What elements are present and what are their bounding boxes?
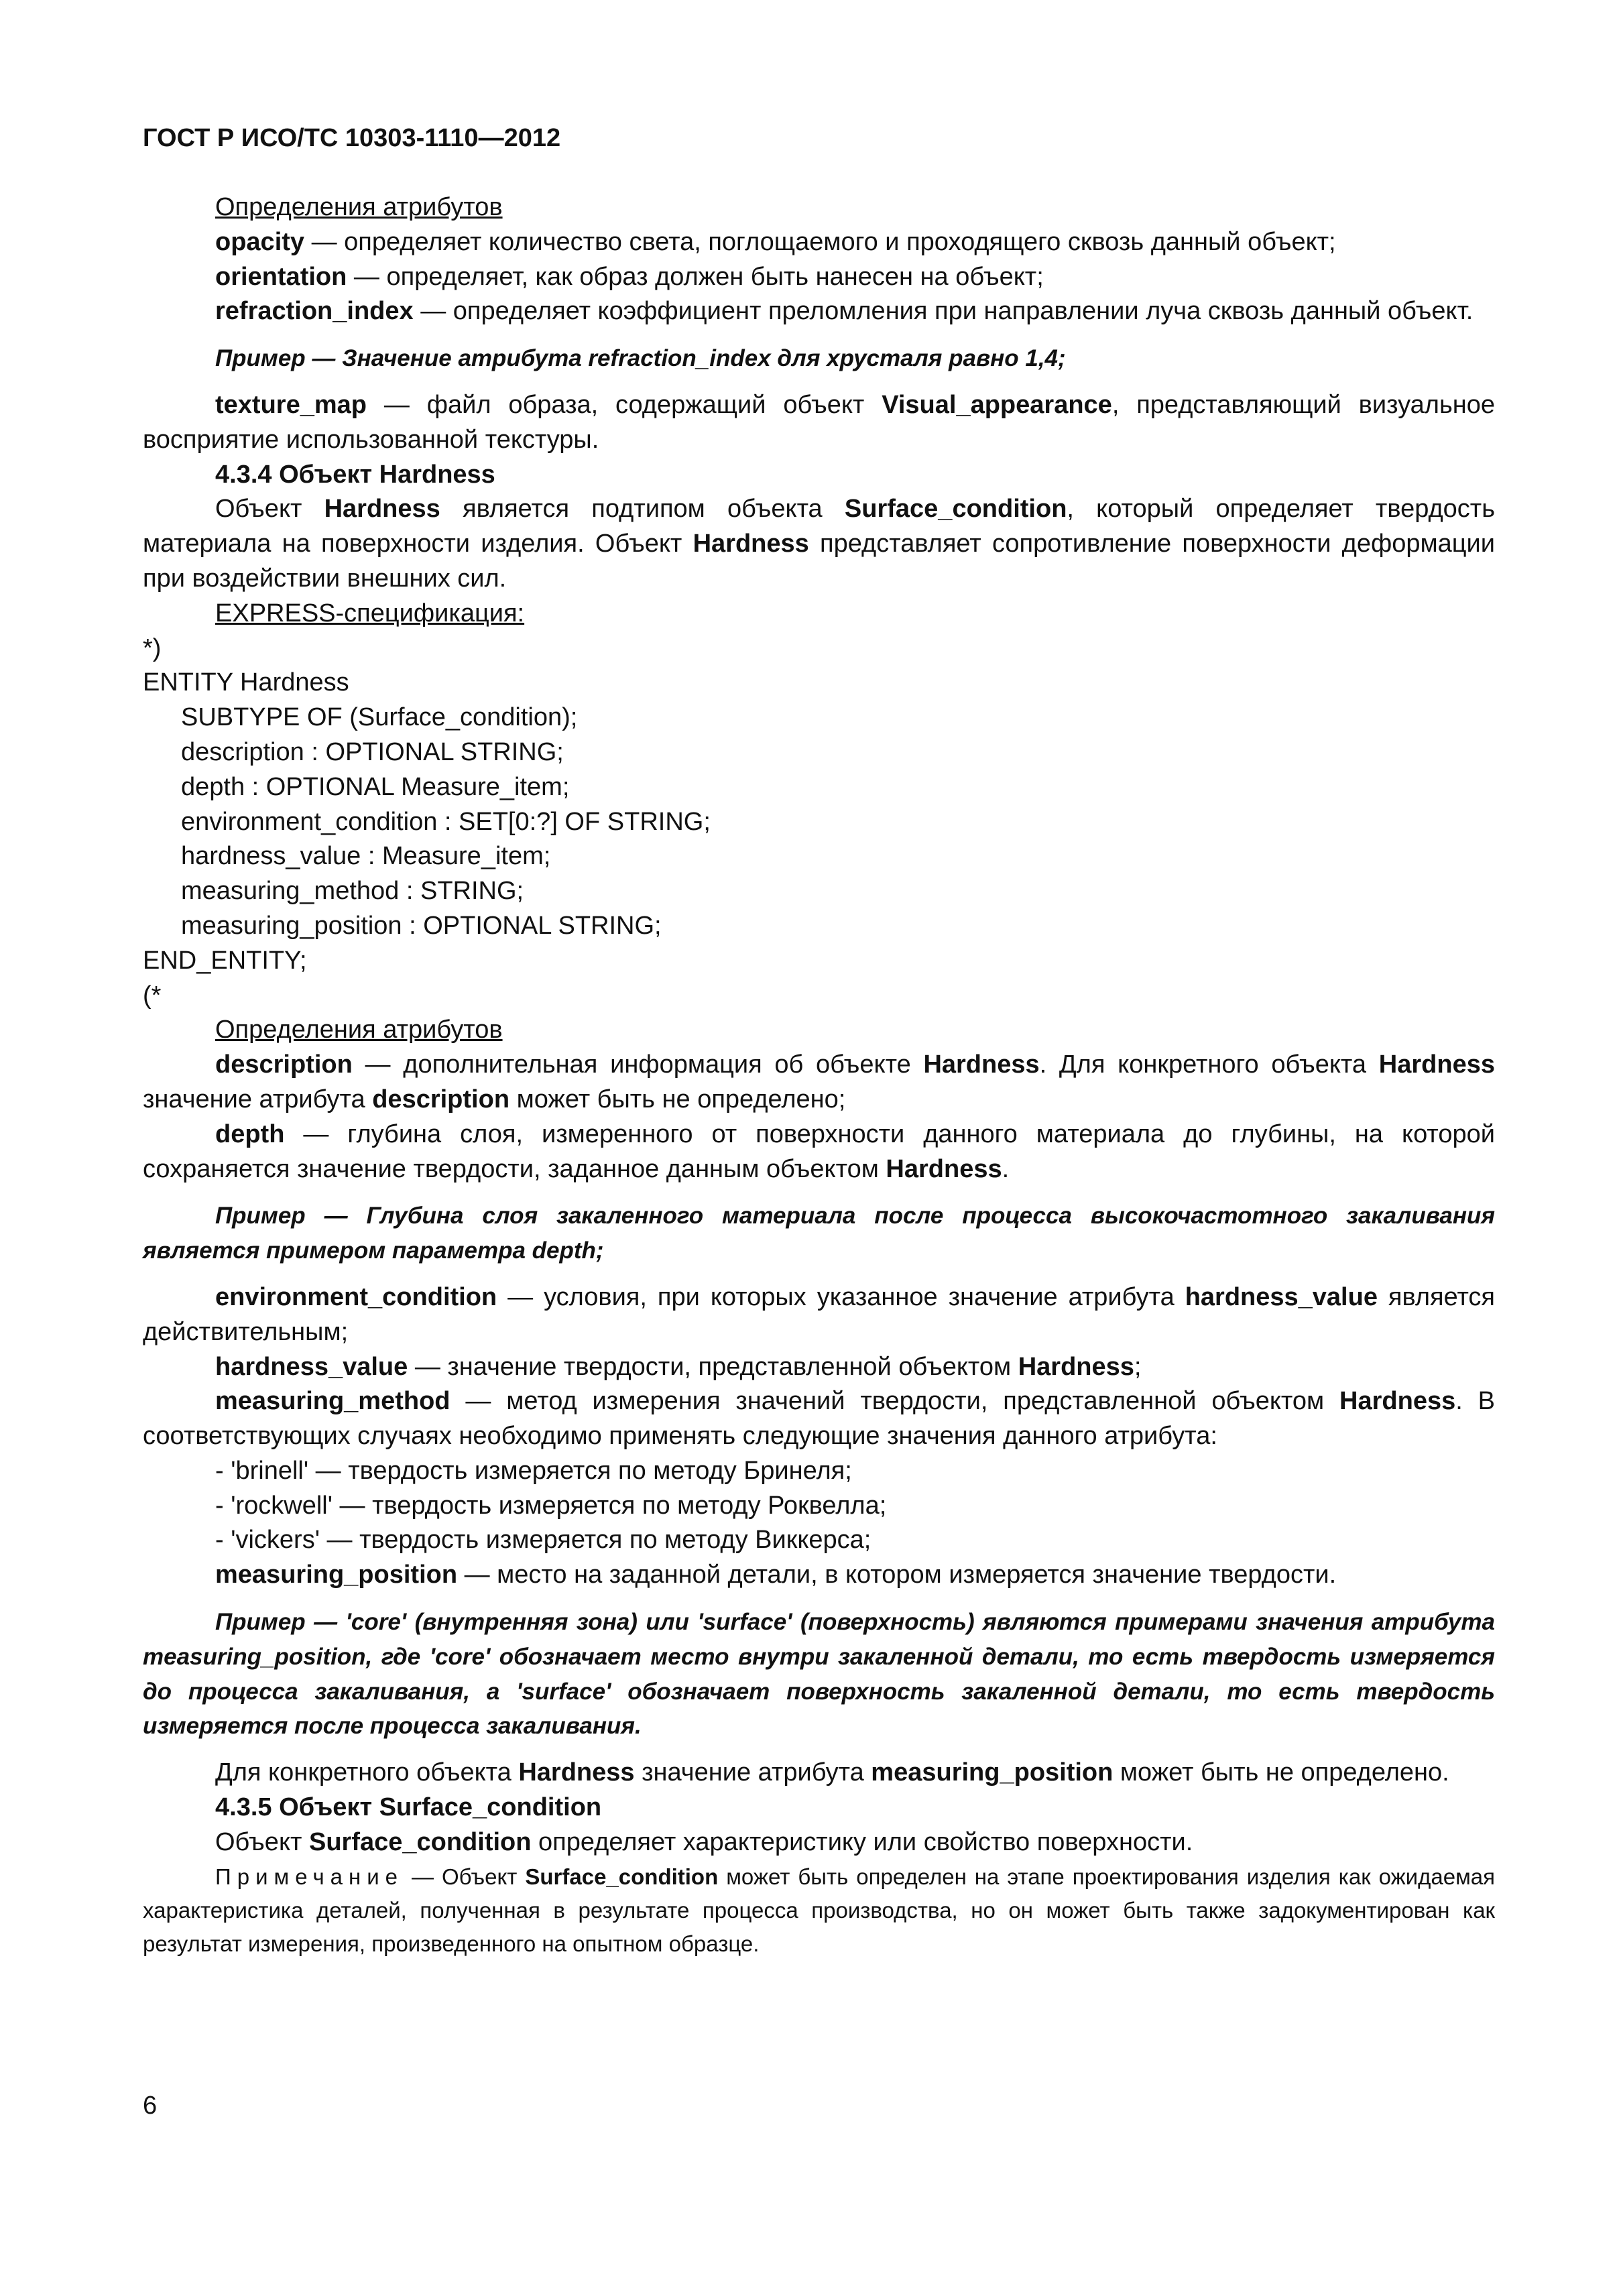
code-line: description : OPTIONAL STRING;	[181, 737, 564, 766]
hardness-value-definition: hardness_value — значение твердости, представленной объектом Hardness;	[215, 1352, 1142, 1381]
hardness-description: Объект Hardness является подтипом объекта Surface_condition, который определяет твердость материала на поверхности изделия. Объект Hardness представляет сопротивление поверхности деформации при воздействии внешних сил.	[143, 495, 1495, 593]
orientation-definition: orientation — определяет, как образ должен быть нанесен на объект;	[215, 262, 1044, 291]
measuring-position-definition: measuring_position — место на заданной детали, в котором измеряется значение твердости.	[215, 1561, 1337, 1589]
code-comment-open: *)	[143, 633, 162, 662]
example-measuring-position: Пример — 'core' (внутренняя зона) или 'surface' (поверхность) являются примерами значения атрибута measuring_position, где 'core' обозначает место внутри закаленной детали, то есть твердость измеряется до процесса закаливания, а 'surface' обозначает поверхность закаленной детали, то есть твердость измеряется после процесса закаливания.	[143, 1609, 1495, 1740]
document-header: ГОСТ Р ИСО/ТС 10303-1110—2012	[143, 124, 561, 152]
page-number: 6	[143, 2092, 158, 2120]
list-item: - 'rockwell' — твердость измеряется по методу Роквелла;	[215, 1491, 887, 1520]
depth-definition: depth — глубина слоя, измеренного от поверхности данного материала до глубины, на которой сохраняется значение твердости, заданное данным объектом Hardness.	[143, 1120, 1495, 1183]
surface-condition-description: Объект Surface_condition определяет характеристику или свойство поверхности.	[215, 1827, 1193, 1856]
code-line: environment_condition : SET[0:?] OF STRING;	[181, 807, 711, 836]
code-line: SUBTYPE OF (Surface_condition);	[181, 703, 578, 732]
document-page	[143, 121, 1495, 1961]
express-spec-label: EXPRESS-спецификация:	[215, 599, 525, 627]
measuring-position-undefined-note: Для конкретного объекта Hardness значение атрибута measuring_position может быть не определено.	[215, 1758, 1449, 1787]
environment-condition-definition: environment_condition — условия, при которых указанное значение атрибута hardness_value является действительным;	[143, 1282, 1495, 1346]
refraction-index-definition: refraction_index — определяет коэффициент преломления при направлении луча сквозь данный объект.	[215, 297, 1474, 326]
section-heading-4-3-5: 4.3.5 Объект Surface_condition	[215, 1793, 602, 1822]
opacity-definition: opacity — определяет количество света, поглощаемого и проходящего сквозь данный объект;	[215, 227, 1336, 256]
attribute-definitions-label: Определения атрибутов	[215, 193, 503, 221]
texture-map-definition: texture_map — файл образа, содержащий объект Visual_appearance, представляющий визуальное восприятие использованной текстуры.	[143, 390, 1495, 454]
list-item: - 'brinell' — твердость измеряется по методу Бринеля;	[215, 1456, 852, 1485]
example-depth: Пример — Глубина слоя закаленного материала после процесса высокочастотного закаливания является примером параметра depth;	[143, 1203, 1495, 1264]
code-line: measuring_method : STRING;	[181, 877, 524, 906]
express-code-block	[143, 631, 1495, 1014]
code-entity: ENTITY Hardness	[143, 668, 349, 697]
section-heading-4-3-4: 4.3.4 Объект Hardness	[215, 460, 495, 489]
example-refraction-index: Пример — Значение атрибута refraction_index для хрусталя равно 1,4;	[215, 345, 1066, 372]
description-definition: description — дополнительная информация об объекте Hardness. Для конкретного объекта Hardness значение атрибута description может быть не определено;	[143, 1050, 1495, 1113]
code-line: depth : OPTIONAL Measure_item;	[181, 772, 570, 801]
code-end-entity: END_ENTITY;	[143, 946, 307, 975]
surface-condition-note: Примечание — Объект Surface_condition может быть определен на этапе проектирования изделия как ожидаемая характеристика деталей, полученная в результате процесса производства, но он может быть также задокументирован как результат измерения, произведенного на опытном образце.	[143, 1864, 1495, 1956]
code-line: measuring_position : OPTIONAL STRING;	[181, 911, 662, 940]
code-line: hardness_value : Measure_item;	[181, 842, 551, 871]
list-item: - 'vickers' — твердость измеряется по методу Виккерса;	[215, 1526, 871, 1555]
attribute-definitions-label: Определения атрибутов	[215, 1016, 503, 1044]
code-comment-close: (*	[143, 981, 162, 1010]
measuring-method-definition: measuring_method — метод измерения значений твердости, представленной объектом Hardness. В соответствующих случаях необходимо применять следующие значения данного атрибута:	[143, 1387, 1495, 1451]
